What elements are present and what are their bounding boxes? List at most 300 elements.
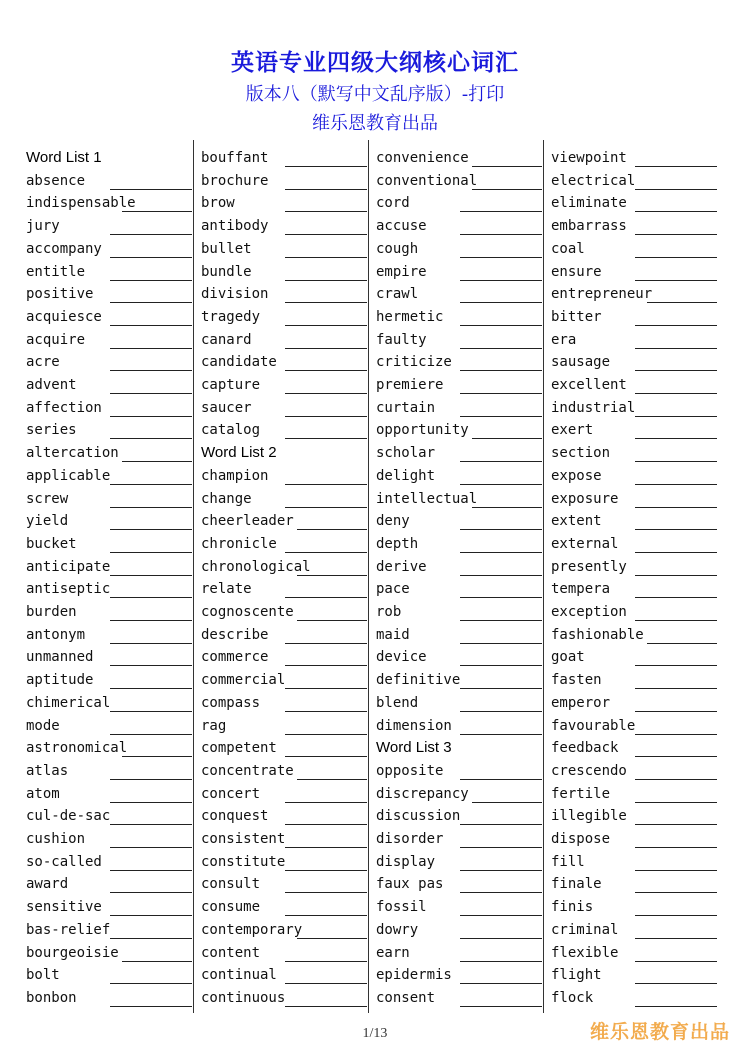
answer-blank-line[interactable] [460, 779, 542, 780]
english-word: dowry [376, 921, 419, 938]
word-entry [551, 171, 717, 193]
answer-blank-line[interactable] [285, 892, 367, 893]
answer-blank-line[interactable] [460, 665, 542, 666]
english-word: convenience [376, 150, 469, 166]
english-word: flight [551, 967, 602, 984]
answer-blank-line[interactable] [460, 711, 542, 712]
answer-blank-line[interactable] [635, 438, 717, 439]
word-entry [201, 511, 367, 533]
answer-blank-line[interactable] [635, 484, 717, 485]
english-word: opposite [376, 762, 444, 779]
answer-blank-line[interactable] [635, 938, 717, 939]
answer-blank-line[interactable] [297, 938, 367, 939]
word-entry [26, 806, 192, 828]
english-word: describe [201, 626, 269, 643]
word-entry [26, 920, 192, 942]
answer-blank-line[interactable] [110, 257, 192, 258]
answer-blank-line[interactable] [635, 325, 717, 326]
answer-blank-line[interactable] [472, 166, 542, 167]
english-word: flexible [551, 944, 619, 961]
answer-blank-line[interactable] [635, 961, 717, 962]
answer-blank-line[interactable] [460, 847, 542, 848]
word-entry [376, 761, 542, 783]
answer-blank-line[interactable] [110, 688, 192, 689]
word-entry [551, 579, 717, 601]
answer-blank-line[interactable] [635, 597, 717, 598]
answer-blank-line[interactable] [635, 189, 717, 190]
answer-blank-line[interactable] [635, 711, 717, 712]
word-entry [376, 216, 542, 238]
english-word: cul-de-sac [26, 808, 111, 825]
word-entry [201, 625, 367, 647]
answer-blank-line[interactable] [285, 438, 367, 439]
english-word: display [376, 853, 436, 870]
answer-blank-line[interactable] [472, 507, 542, 508]
word-columns [22, 140, 722, 1013]
answer-blank-line[interactable] [285, 915, 367, 916]
word-list-title: Word List 3 [376, 739, 452, 757]
english-word: fertile [551, 785, 611, 802]
english-word: discrepancy [376, 785, 469, 802]
english-word: dimension [376, 717, 452, 734]
english-word: definitive [376, 672, 461, 689]
answer-blank-line[interactable] [110, 870, 192, 871]
answer-blank-line[interactable] [110, 802, 192, 803]
answer-blank-line[interactable] [460, 529, 542, 530]
answer-blank-line[interactable] [635, 824, 717, 825]
answer-blank-line[interactable] [285, 961, 367, 962]
answer-blank-line[interactable] [460, 484, 542, 485]
english-word: aptitude [26, 672, 94, 689]
answer-blank-line[interactable] [635, 461, 717, 462]
answer-blank-line[interactable] [635, 529, 717, 530]
word-entry [376, 557, 542, 579]
english-word: bolt [26, 967, 60, 984]
answer-blank-line[interactable] [635, 847, 717, 848]
english-word: commerce [201, 649, 269, 666]
word-entry [201, 647, 367, 669]
answer-blank-line[interactable] [285, 416, 367, 417]
answer-blank-line[interactable] [285, 280, 367, 281]
answer-blank-line[interactable] [460, 302, 542, 303]
answer-blank-line[interactable] [110, 234, 192, 235]
answer-blank-line[interactable] [635, 507, 717, 508]
word-entry [551, 738, 717, 760]
word-entry [26, 466, 192, 488]
word-entry [201, 262, 367, 284]
page-number: 1/13 [362, 1026, 388, 1041]
answer-blank-line[interactable] [110, 734, 192, 735]
answer-blank-line[interactable] [635, 688, 717, 689]
english-word: consult [201, 876, 261, 893]
english-word: extent [551, 513, 602, 530]
english-word: era [551, 331, 577, 348]
word-entry [376, 943, 542, 965]
answer-blank-line[interactable] [460, 961, 542, 962]
answer-blank-line[interactable] [285, 734, 367, 735]
word-entry [201, 965, 367, 987]
word-entry [201, 216, 367, 238]
answer-blank-line[interactable] [460, 348, 542, 349]
english-word: exception [551, 604, 627, 620]
english-word: bullet [201, 240, 252, 257]
answer-blank-line[interactable] [110, 529, 192, 530]
word-entry [26, 670, 192, 692]
word-entry [201, 829, 367, 851]
answer-blank-line[interactable] [110, 552, 192, 553]
word-entry [26, 352, 192, 374]
answer-blank-line[interactable] [460, 870, 542, 871]
answer-blank-line[interactable] [635, 370, 717, 371]
answer-blank-line[interactable] [635, 393, 717, 394]
english-word: candidate [201, 354, 277, 371]
answer-blank-line[interactable] [472, 802, 542, 803]
answer-blank-line[interactable] [460, 892, 542, 893]
answer-blank-line[interactable] [285, 166, 367, 167]
answer-blank-line[interactable] [460, 257, 542, 258]
answer-blank-line[interactable] [285, 234, 367, 235]
word-entry [201, 330, 367, 352]
word-entry [26, 534, 192, 556]
english-word: intellectual [376, 490, 478, 507]
english-word: device [376, 649, 427, 666]
answer-blank-line[interactable] [285, 711, 367, 712]
answer-blank-line[interactable] [110, 507, 192, 508]
word-entry [376, 375, 542, 397]
answer-blank-line[interactable] [285, 507, 367, 508]
answer-blank-line[interactable] [285, 756, 367, 757]
english-word: opportunity [376, 422, 469, 439]
english-word: consistent [201, 831, 286, 847]
answer-blank-line[interactable] [285, 370, 367, 371]
answer-blank-line[interactable] [460, 552, 542, 553]
word-entry [551, 897, 717, 919]
answer-blank-line[interactable] [635, 756, 717, 757]
answer-blank-line[interactable] [635, 802, 717, 803]
english-word: consume [201, 899, 261, 916]
answer-blank-line[interactable] [110, 824, 192, 825]
word-list-heading [26, 148, 192, 170]
word-entry [551, 943, 717, 965]
answer-blank-line[interactable] [285, 688, 367, 689]
word-list-heading [201, 443, 367, 465]
answer-blank-line[interactable] [110, 847, 192, 848]
answer-blank-line[interactable] [297, 779, 367, 780]
word-entry [201, 193, 367, 215]
word-entry [551, 307, 717, 329]
answer-blank-line[interactable] [285, 824, 367, 825]
word-list-title: Word List 2 [201, 444, 277, 462]
english-word: electrical [551, 172, 636, 189]
english-word: blend [376, 694, 419, 711]
english-word: crawl [376, 286, 419, 303]
answer-blank-line[interactable] [110, 575, 192, 576]
english-word: flock [551, 989, 594, 1006]
answer-blank-line[interactable] [110, 302, 192, 303]
answer-blank-line[interactable] [110, 892, 192, 893]
answer-blank-line[interactable] [460, 597, 542, 598]
answer-blank-line[interactable] [635, 280, 717, 281]
word-entry [551, 625, 717, 647]
answer-blank-line[interactable] [472, 438, 542, 439]
answer-blank-line[interactable] [110, 484, 192, 485]
english-word: premiere [376, 377, 444, 393]
word-entry [26, 307, 192, 329]
word-entry [26, 716, 192, 738]
answer-blank-line[interactable] [110, 416, 192, 417]
word-entry [26, 943, 192, 965]
word-entry [551, 602, 717, 624]
english-word: acquiesce [26, 308, 102, 325]
answer-blank-line[interactable] [110, 1006, 192, 1007]
answer-blank-line[interactable] [635, 348, 717, 349]
word-entry [551, 193, 717, 215]
english-word: jury [26, 218, 60, 235]
word-entry [376, 489, 542, 511]
english-word: capture [201, 377, 261, 393]
english-word: astronomical [26, 740, 128, 757]
word-entry [376, 307, 542, 329]
answer-blank-line[interactable] [122, 961, 192, 962]
word-entry [26, 738, 192, 760]
answer-blank-line[interactable] [285, 847, 367, 848]
answer-blank-line[interactable] [460, 211, 542, 212]
word-entry [201, 284, 367, 306]
word-entry [201, 920, 367, 942]
answer-blank-line[interactable] [110, 620, 192, 621]
answer-blank-line[interactable] [285, 257, 367, 258]
english-word: favourable [551, 717, 636, 734]
english-word: sausage [551, 354, 611, 371]
english-word: rob [376, 604, 402, 620]
answer-blank-line[interactable] [110, 370, 192, 371]
english-word: bouffant [201, 150, 269, 166]
word-entry [376, 511, 542, 533]
answer-blank-line[interactable] [110, 189, 192, 190]
english-word: emperor [551, 694, 611, 711]
answer-blank-line[interactable] [460, 234, 542, 235]
answer-blank-line[interactable] [460, 983, 542, 984]
answer-blank-line[interactable] [635, 1006, 717, 1007]
english-word: hermetic [376, 308, 444, 325]
english-word: contemporary [201, 921, 303, 938]
word-entry [26, 511, 192, 533]
answer-blank-line[interactable] [635, 620, 717, 621]
word-entry [376, 988, 542, 1010]
answer-blank-line[interactable] [285, 802, 367, 803]
answer-blank-line[interactable] [285, 870, 367, 871]
english-word: faulty [376, 331, 427, 348]
answer-blank-line[interactable] [122, 211, 192, 212]
answer-blank-line[interactable] [460, 575, 542, 576]
word-entry [26, 874, 192, 896]
word-entry [376, 693, 542, 715]
word-column-1 [22, 140, 197, 1013]
answer-blank-line[interactable] [460, 824, 542, 825]
word-entry [551, 829, 717, 851]
answer-blank-line[interactable] [110, 779, 192, 780]
answer-blank-line[interactable] [635, 552, 717, 553]
answer-blank-line[interactable] [635, 734, 717, 735]
english-word: canard [201, 331, 252, 348]
english-word: earn [376, 944, 410, 961]
answer-blank-line[interactable] [110, 711, 192, 712]
word-entry [376, 647, 542, 669]
english-word: entitle [26, 263, 86, 280]
answer-blank-line[interactable] [635, 779, 717, 780]
word-entry [201, 239, 367, 261]
word-column-4 [547, 140, 722, 1013]
answer-blank-line[interactable] [285, 325, 367, 326]
word-entry [26, 262, 192, 284]
word-entry [26, 443, 192, 465]
word-entry [551, 148, 717, 170]
word-entry [551, 670, 717, 692]
answer-blank-line[interactable] [110, 393, 192, 394]
english-word: conquest [201, 808, 269, 825]
answer-blank-line[interactable] [110, 325, 192, 326]
answer-blank-line[interactable] [635, 211, 717, 212]
word-entry [376, 148, 542, 170]
answer-blank-line[interactable] [635, 915, 717, 916]
word-list-heading [376, 738, 542, 760]
answer-blank-line[interactable] [285, 393, 367, 394]
answer-blank-line[interactable] [285, 211, 367, 212]
answer-blank-line[interactable] [285, 643, 367, 644]
english-word: bourgeoisie [26, 944, 119, 961]
word-entry [376, 716, 542, 738]
answer-blank-line[interactable] [635, 892, 717, 893]
word-entry [201, 761, 367, 783]
answer-blank-line[interactable] [635, 257, 717, 258]
word-entry [26, 557, 192, 579]
answer-blank-line[interactable] [647, 643, 717, 644]
answer-blank-line[interactable] [110, 280, 192, 281]
answer-blank-line[interactable] [460, 393, 542, 394]
word-entry [376, 806, 542, 828]
word-entry [551, 534, 717, 556]
english-word: altercation [26, 445, 119, 462]
answer-blank-line[interactable] [635, 234, 717, 235]
answer-blank-line[interactable] [635, 665, 717, 666]
answer-blank-line[interactable] [285, 189, 367, 190]
answer-blank-line[interactable] [285, 597, 367, 598]
answer-blank-line[interactable] [297, 620, 367, 621]
english-word: cheerleader [201, 513, 294, 530]
answer-blank-line[interactable] [285, 302, 367, 303]
answer-blank-line[interactable] [472, 189, 542, 190]
english-word: feedback [551, 740, 619, 757]
english-word: finale [551, 876, 602, 893]
word-entry [551, 239, 717, 261]
english-word: catalog [201, 422, 261, 439]
answer-blank-line[interactable] [285, 484, 367, 485]
word-entry [376, 965, 542, 987]
answer-blank-line[interactable] [460, 643, 542, 644]
answer-blank-line[interactable] [110, 348, 192, 349]
answer-blank-line[interactable] [285, 552, 367, 553]
answer-blank-line[interactable] [460, 370, 542, 371]
word-entry [551, 647, 717, 669]
answer-blank-line[interactable] [110, 915, 192, 916]
english-word: concert [201, 785, 261, 802]
answer-blank-line[interactable] [122, 461, 192, 462]
word-entry [376, 466, 542, 488]
answer-blank-line[interactable] [110, 597, 192, 598]
answer-blank-line[interactable] [635, 983, 717, 984]
answer-blank-line[interactable] [635, 416, 717, 417]
word-entry [376, 897, 542, 919]
answer-blank-line[interactable] [635, 575, 717, 576]
answer-blank-line[interactable] [460, 280, 542, 281]
english-word: dispose [551, 831, 611, 847]
word-entry [376, 262, 542, 284]
word-entry [551, 216, 717, 238]
english-word: chimerical [26, 694, 111, 711]
word-entry [26, 375, 192, 397]
english-word: bundle [201, 263, 252, 280]
english-word: pace [376, 581, 410, 598]
english-word: conventional [376, 172, 478, 189]
english-word: curtain [376, 399, 436, 416]
answer-blank-line[interactable] [110, 643, 192, 644]
answer-blank-line[interactable] [285, 665, 367, 666]
answer-blank-line[interactable] [635, 870, 717, 871]
word-entry [551, 262, 717, 284]
answer-blank-line[interactable] [635, 166, 717, 167]
answer-blank-line[interactable] [110, 938, 192, 939]
answer-blank-line[interactable] [460, 620, 542, 621]
answer-blank-line[interactable] [110, 983, 192, 984]
answer-blank-line[interactable] [110, 438, 192, 439]
answer-blank-line[interactable] [285, 1006, 367, 1007]
english-word: burden [26, 604, 77, 620]
english-word: external [551, 535, 619, 552]
answer-blank-line[interactable] [460, 325, 542, 326]
word-entry [201, 602, 367, 624]
word-entry [201, 557, 367, 579]
answer-blank-line[interactable] [297, 529, 367, 530]
answer-blank-line[interactable] [460, 1006, 542, 1007]
answer-blank-line[interactable] [460, 688, 542, 689]
answer-blank-line[interactable] [460, 734, 542, 735]
english-word: unmanned [26, 649, 94, 666]
english-word: finis [551, 899, 594, 916]
publisher-line: 维乐恩教育出品 [312, 113, 438, 134]
word-entry [376, 420, 542, 442]
english-word: indispensable [26, 195, 136, 212]
answer-blank-line[interactable] [460, 915, 542, 916]
english-word: cord [376, 195, 410, 212]
english-word: industrial [551, 399, 636, 416]
english-word: maid [376, 626, 410, 643]
word-entry [376, 852, 542, 874]
english-word: bas-relief [26, 921, 111, 938]
answer-blank-line[interactable] [122, 756, 192, 757]
word-entry [26, 489, 192, 511]
answer-blank-line[interactable] [647, 302, 717, 303]
answer-blank-line[interactable] [285, 983, 367, 984]
answer-blank-line[interactable] [460, 416, 542, 417]
word-entry [26, 784, 192, 806]
answer-blank-line[interactable] [110, 665, 192, 666]
answer-blank-line[interactable] [460, 461, 542, 462]
answer-blank-line[interactable] [460, 938, 542, 939]
word-entry [551, 557, 717, 579]
answer-blank-line[interactable] [285, 348, 367, 349]
answer-blank-line[interactable] [297, 575, 367, 576]
word-entry [376, 398, 542, 420]
